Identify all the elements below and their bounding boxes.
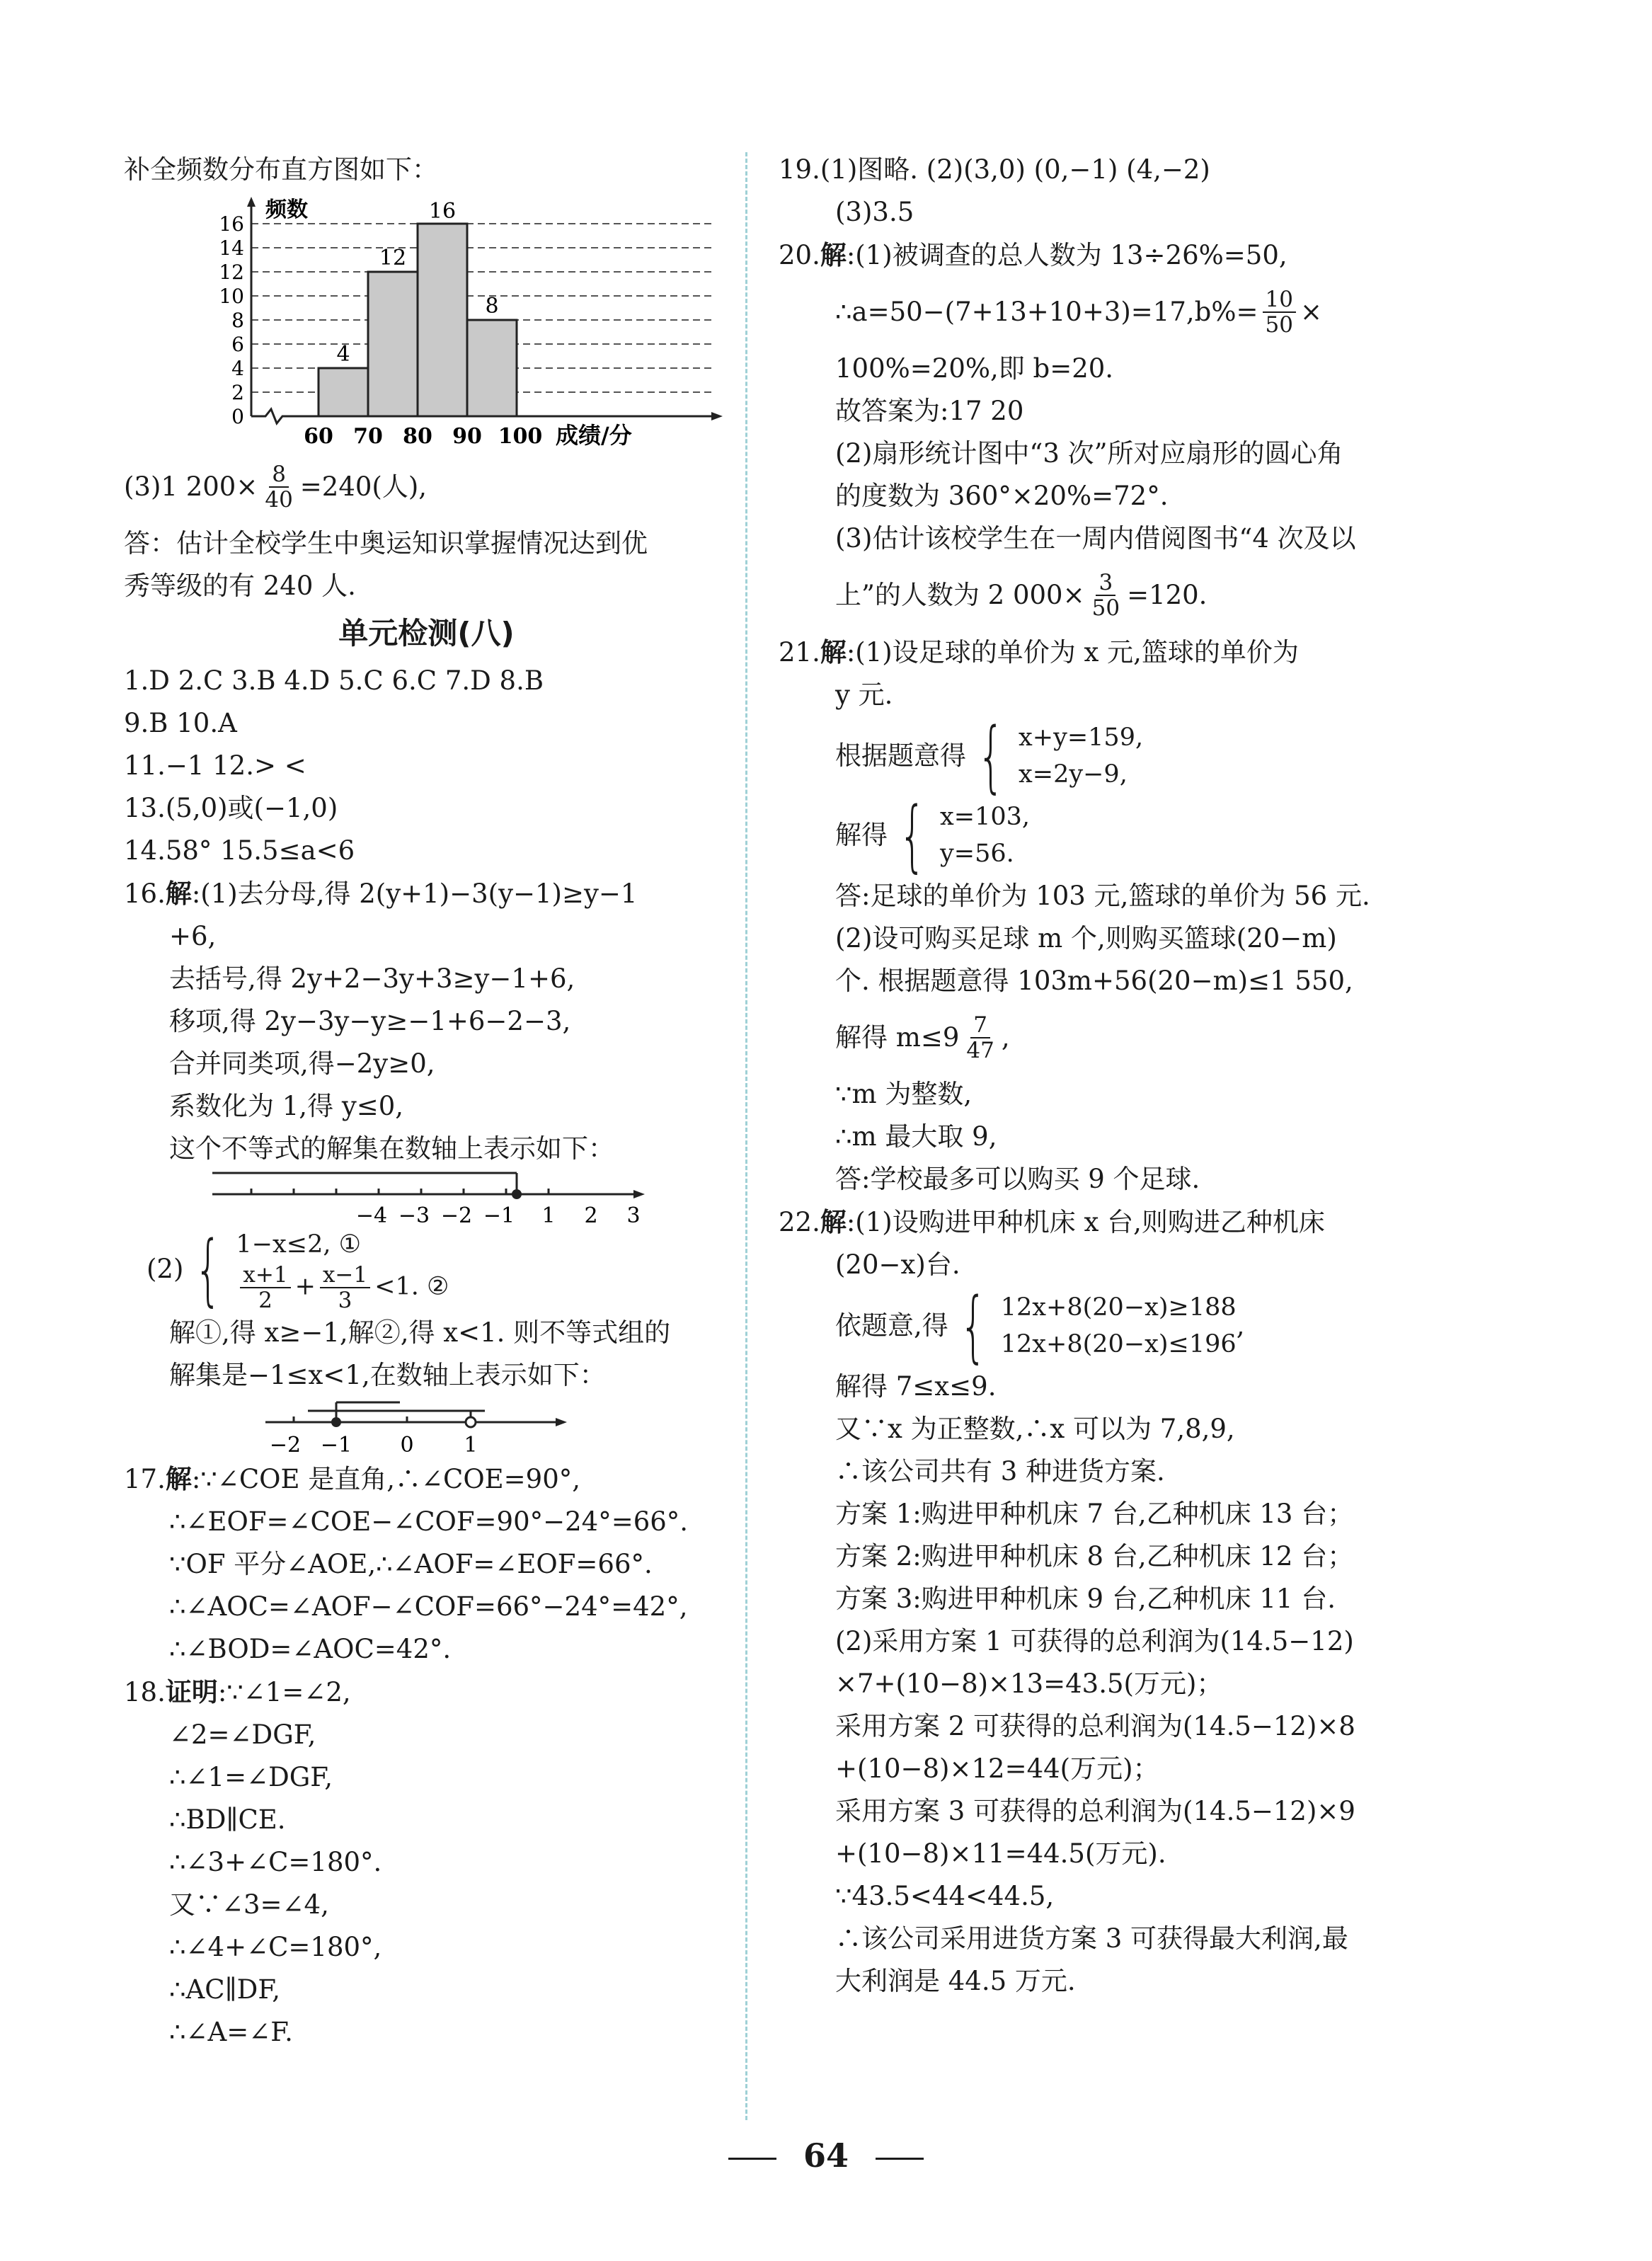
q22-line: 方案 2:购进甲种机床 8 台,乙种机床 12 台； bbox=[835, 1541, 1354, 1572]
q22-line: ∴该公司共有 3 种进货方案. bbox=[835, 1456, 1165, 1487]
q20-line: 20.解:(1)被调查的总人数为 13÷26%=50, bbox=[779, 239, 1287, 270]
x-axis-label: 成绩/分 bbox=[556, 422, 632, 449]
q18-line: 又∵∠3=∠4, bbox=[169, 1889, 329, 1920]
svg-text:3: 3 bbox=[626, 1203, 641, 1227]
q21-system-b: 解得 { x=103, y=56. bbox=[835, 790, 1030, 881]
svg-text:−4: −4 bbox=[355, 1203, 388, 1227]
q18-line: 18.证明:∵∠1=∠2, bbox=[124, 1676, 351, 1707]
answer-key-line: 14.58° 15.5≤a<6 bbox=[124, 835, 355, 866]
svg-text:0: 0 bbox=[400, 1433, 414, 1458]
closed-point bbox=[331, 1417, 341, 1427]
histogram-intro: 补全频数分布直方图如下： bbox=[124, 154, 438, 185]
y-tick: 8 bbox=[231, 309, 244, 332]
q16-line: 这个不等式的解集在数轴上表示如下： bbox=[169, 1133, 614, 1164]
q17-line: ∴∠EOF=∠COE−∠COF=90°−24°=66°. bbox=[169, 1506, 689, 1537]
q22-line: 采用方案 2 可获得的总利润为(14.5−12)×8 bbox=[835, 1711, 1355, 1741]
q16-system: (2) { 1−x≤2, ① $\frac{x+1}{2}$ + $\frac{x-1}{3}$ <1. ② bbox=[147, 1224, 449, 1315]
q18-line: ∴AC∥DF, bbox=[169, 1974, 280, 2005]
answer-key-line: 1.D 2.C 3.B 4.D 5.C 6.C 7.D 8.B bbox=[124, 665, 544, 696]
y-tick: 12 bbox=[219, 261, 244, 284]
q21-line: ∴m 最大取 9, bbox=[835, 1121, 997, 1152]
q17-line: ∴∠BOD=∠AOC=42°. bbox=[169, 1634, 452, 1664]
q18-line: ∴∠1=∠DGF, bbox=[169, 1762, 333, 1792]
q18-line: ∠2=∠DGF, bbox=[169, 1719, 316, 1750]
svg-text:−1: −1 bbox=[320, 1433, 352, 1458]
x-tick: 80 bbox=[403, 424, 432, 449]
y-tick: 6 bbox=[231, 333, 244, 356]
q21-line: 答:学校最多可以购买 9 个足球. bbox=[835, 1164, 1200, 1194]
q22-line: 又∵x 为正整数,∴x 可以为 7,8,9, bbox=[835, 1414, 1235, 1444]
y-axis-label: 频数 bbox=[265, 198, 308, 222]
page-number: 64 bbox=[0, 2136, 1652, 2175]
q16-line: 解①,得 x≥−1,解②,得 x<1. 则不等式组的 bbox=[169, 1317, 671, 1348]
q20-line: 上”的人数为 2 000× $\frac{3}{50}$ =120. bbox=[835, 570, 1208, 621]
q18-line: ∴BD∥CE. bbox=[169, 1804, 286, 1835]
bar-label: 8 bbox=[485, 294, 499, 319]
q21-system-a: 根据题意得 { x+y=159, x=2y−9, bbox=[835, 711, 1144, 801]
q20-line: ∴a=50−(7+13+10+3)=17,b%= $\frac{10}{50}$ × bbox=[835, 287, 1322, 338]
x-tick: 90 bbox=[452, 424, 482, 449]
y-tick: 14 bbox=[219, 236, 244, 260]
y-tick: 16 bbox=[219, 212, 244, 236]
svg-text:−3: −3 bbox=[398, 1203, 430, 1227]
q18-line: ∴∠A=∠F. bbox=[169, 2017, 293, 2047]
histogram-bar-80-90 bbox=[418, 224, 467, 416]
q22-line: +(10−8)×11=44.5(万元). bbox=[835, 1838, 1166, 1869]
q22-line: ×7+(10−8)×13=43.5(万元)； bbox=[835, 1668, 1223, 1699]
y-tick: 0 bbox=[231, 405, 244, 428]
svg-text:−2: −2 bbox=[440, 1203, 473, 1227]
q16-line: 系数化为 1,得 y≤0, bbox=[169, 1091, 404, 1121]
y-tick: 4 bbox=[231, 357, 244, 380]
q20-line: (2)扇形统计图中“3 次”所对应扇形的圆心角 bbox=[835, 438, 1343, 469]
histogram-bar-90-100 bbox=[467, 320, 517, 416]
y-tick: 10 bbox=[219, 285, 244, 308]
q19-line: (3)3.5 bbox=[835, 197, 914, 227]
q22-line: (2)采用方案 1 可获得的总利润为(14.5−12) bbox=[835, 1626, 1354, 1656]
q22-line: ∵43.5<44<44.5, bbox=[835, 1881, 1055, 1911]
q22-line: 22.解:(1)设购进甲种机床 x 台,则购进乙种机床 bbox=[779, 1206, 1325, 1237]
q21-line: 个. 根据题意得 103m+56(20−m)≤1 550, bbox=[835, 966, 1353, 996]
right-column bbox=[779, 149, 1416, 2003]
bar-label: 4 bbox=[336, 342, 350, 367]
q21-line: 解得 m≤9 $\frac{7}{47}$ , bbox=[835, 1012, 1010, 1063]
number-line-1 bbox=[209, 1170, 662, 1227]
q17-line: ∵OF 平分∠AOE,∴∠AOF=∠EOF=66°. bbox=[169, 1549, 653, 1579]
q18-line: ∴∠3+∠C=180°. bbox=[169, 1847, 382, 1877]
svg-text:−2: −2 bbox=[269, 1433, 302, 1458]
q21-line: y 元. bbox=[835, 680, 893, 710]
q17-line: ∴∠AOC=∠AOF−∠COF=66°−24°=42°, bbox=[169, 1591, 688, 1622]
answer-key-line: 9.B 10.A bbox=[124, 708, 237, 738]
fraction: $\frac{8}{40}$ bbox=[265, 462, 293, 513]
q22-line: 方案 1:购进甲种机床 7 台,乙种机床 13 台； bbox=[835, 1499, 1354, 1529]
q21-line: ∵m 为整数, bbox=[835, 1079, 973, 1109]
q22-line: 解得 7≤x≤9. bbox=[835, 1371, 997, 1402]
q22-line: ∴该公司采用进货方案 3 可获得最大利润,最 bbox=[835, 1923, 1348, 1954]
q16-line: 合并同类项,得−2y≥0, bbox=[169, 1048, 435, 1079]
svg-text:1: 1 bbox=[541, 1203, 556, 1227]
q22-system: 依题意,得 { 12x+8(20−x)≥188 12x+8(20−x)≤196 , bbox=[835, 1281, 1245, 1371]
q16-line: 去括号,得 2y+2−3y+3≥y−1+6, bbox=[169, 963, 575, 994]
q22-line: +(10−8)×12=44(万元)； bbox=[835, 1753, 1159, 1784]
svg-text:−1: −1 bbox=[483, 1203, 515, 1227]
q20-line: 100%=20%,即 b=20. bbox=[835, 353, 1114, 384]
q20-line: (3)估计该校学生在一周内借阅图书“4 次及以 bbox=[835, 523, 1356, 554]
left-column bbox=[124, 149, 729, 2054]
q21-line: 答:足球的单价为 103 元,篮球的单价为 56 元. bbox=[835, 881, 1370, 911]
y-tick: 2 bbox=[231, 381, 244, 404]
q22-line: (20−x)台. bbox=[835, 1249, 960, 1280]
histogram-bar-70-80 bbox=[368, 272, 418, 416]
q16-line: 解集是−1≤x<1,在数轴上表示如下： bbox=[169, 1360, 606, 1390]
q21-line: 21.解:(1)设足球的单价为 x 元,篮球的单价为 bbox=[779, 636, 1299, 668]
x-tick: 70 bbox=[353, 424, 383, 449]
frequency-histogram bbox=[188, 197, 740, 452]
q20-line: 故答案为:17 20 bbox=[835, 396, 1024, 426]
closed-point bbox=[512, 1189, 522, 1199]
q18-line: ∴∠4+∠C=180°, bbox=[169, 1932, 382, 1962]
q20-line: 的度数为 360°×20%=72°. bbox=[835, 481, 1169, 511]
column-divider bbox=[745, 152, 747, 2120]
histogram-bar-60-70 bbox=[319, 368, 368, 416]
bar-label: 12 bbox=[379, 246, 407, 270]
answer-line: 答：估计全校学生中奥运知识掌握情况达到优 bbox=[124, 528, 648, 559]
answer-line: 秀等级的有 240 人. bbox=[124, 571, 356, 601]
answer-key-line: 13.(5,0)或(−1,0) bbox=[124, 793, 338, 823]
q21-line: (2)设可购买足球 m 个,则购买篮球(20−m) bbox=[835, 923, 1337, 954]
x-tick: 60 bbox=[304, 424, 333, 449]
q22-line: 采用方案 3 可获得的总利润为(14.5−12)×9 bbox=[835, 1796, 1355, 1826]
x-tick: 100 bbox=[498, 424, 543, 449]
q3-calculation: (3)1 200× $\frac{8}{40}$ =240(人), bbox=[124, 462, 428, 513]
svg-text:1: 1 bbox=[464, 1433, 478, 1458]
q19-line: 19.(1)图略. (2)(3,0) (0,−1) (4,−2) bbox=[779, 154, 1210, 185]
q16-line: +6, bbox=[169, 921, 217, 951]
bar-label: 16 bbox=[428, 199, 457, 224]
svg-text:2: 2 bbox=[584, 1203, 598, 1227]
q16-line: 16.解:(1)去分母,得 2(y+1)−3(y−1)≥y−1 bbox=[124, 878, 638, 909]
q17-line: 17.解:∵∠COE 是直角,∴∠COE=90°, bbox=[124, 1463, 581, 1494]
q16-line: 移项,得 2y−3y−y≥−1+6−2−3, bbox=[169, 1006, 571, 1036]
number-line-2 bbox=[265, 1397, 591, 1458]
section-title: 单元检测(八) bbox=[338, 616, 515, 651]
answer-key-line: 11.−1 12.> < bbox=[124, 750, 306, 781]
q22-line: 大利润是 44.5 万元. bbox=[835, 1966, 1076, 1996]
open-point bbox=[466, 1417, 476, 1427]
q22-line: 方案 3:购进甲种机床 9 台,乙种机床 11 台. bbox=[835, 1584, 1336, 1614]
